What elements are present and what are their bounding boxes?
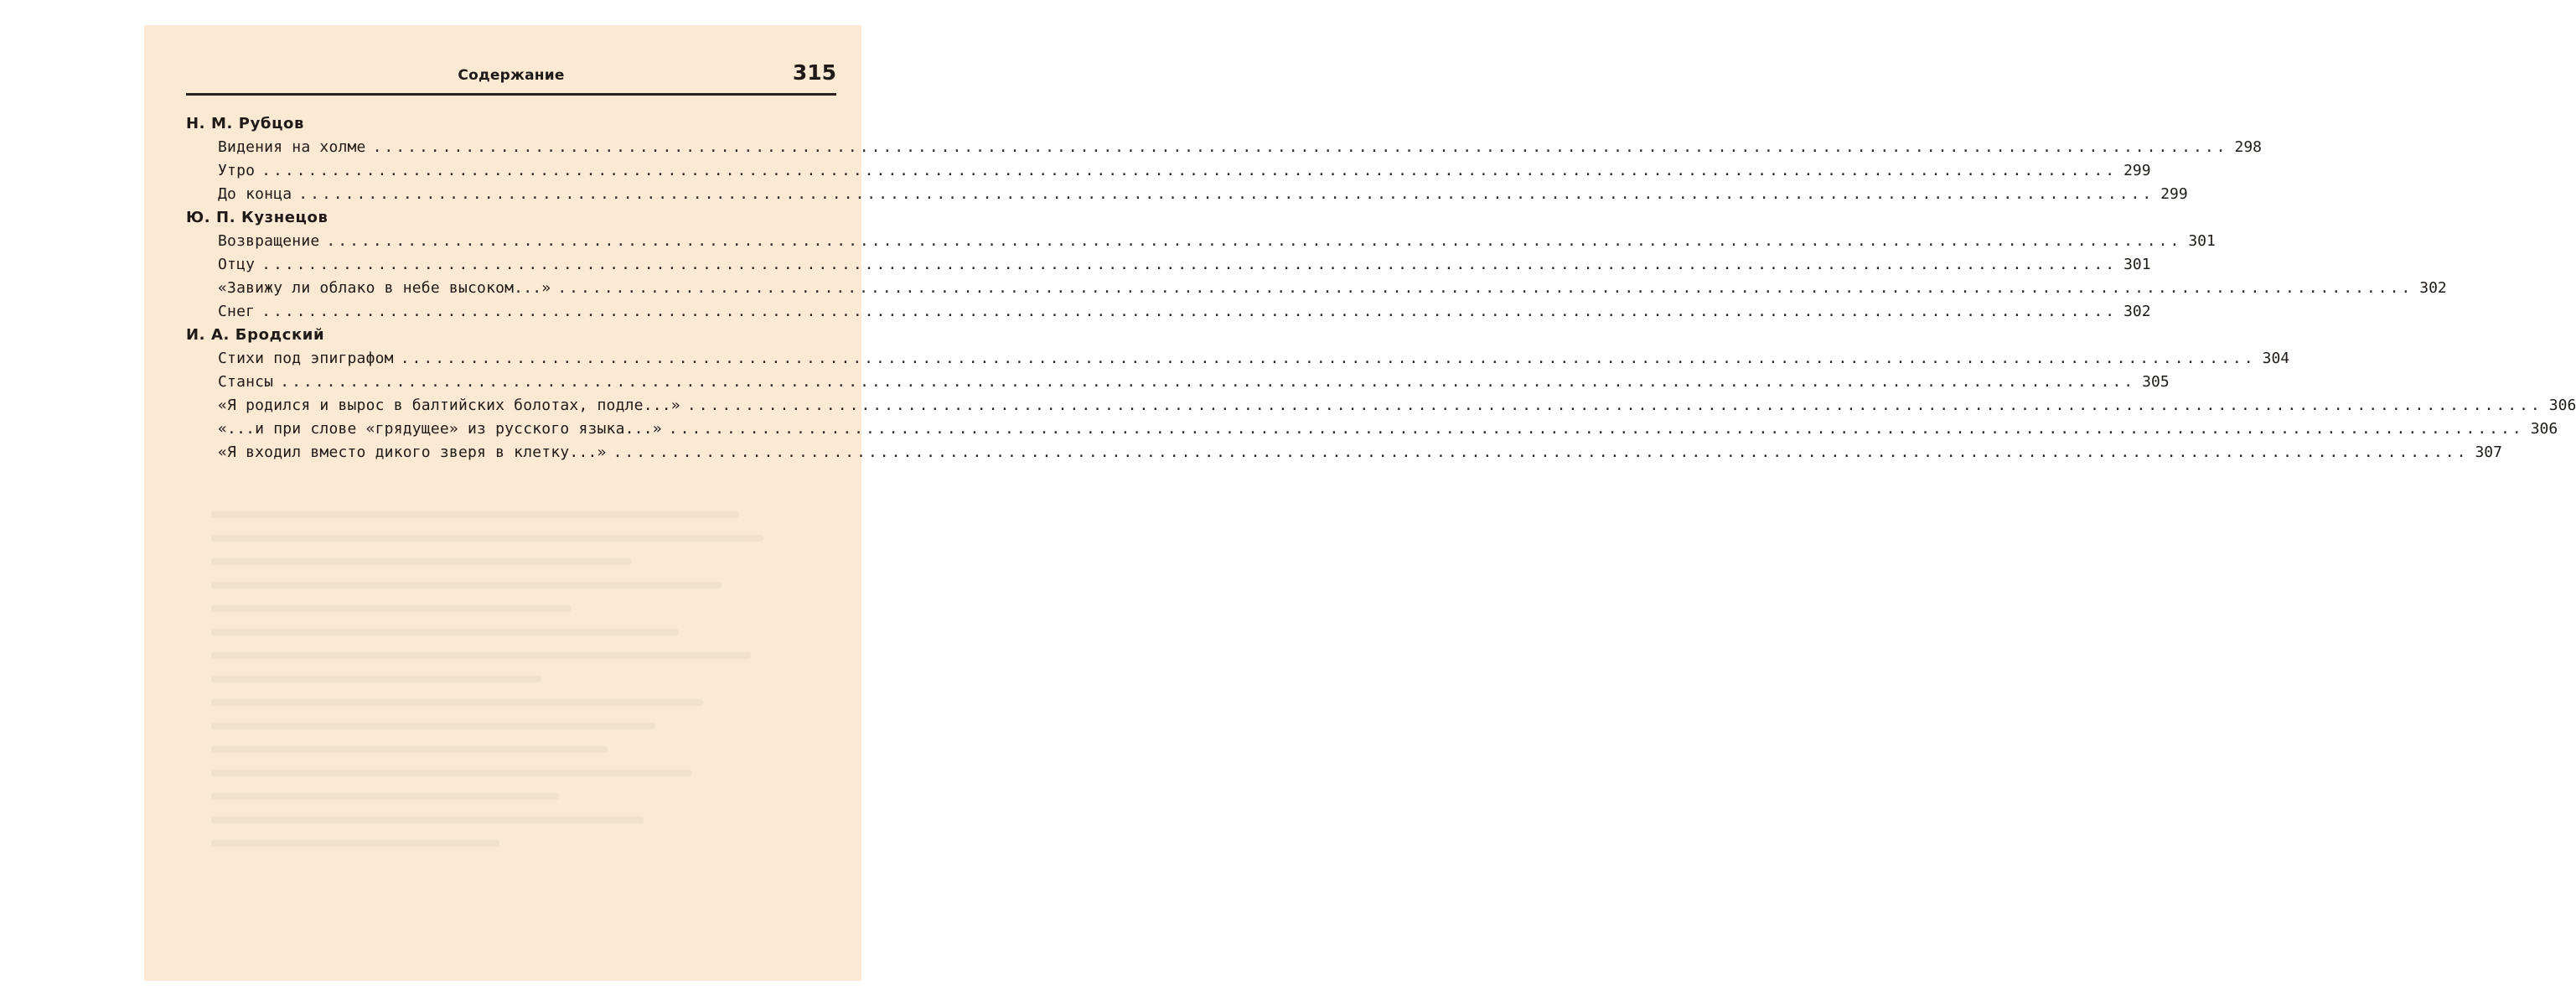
toc-entry-title: До конца [218,185,292,203]
toc-entry-page: 302 [2123,303,2151,320]
toc-entry-title: «Я родился и вырос в балтийских болотах, подле...» [218,397,680,414]
toc-entry-page: 307 [2475,443,2502,461]
toc-entry-page: 305 [2142,373,2170,391]
page-number: 315 [792,60,836,85]
toc-entry [186,253,2151,277]
toc-entry [186,136,2263,159]
dot-leader: ................................................................................................................................................................ [298,185,2154,203]
page-header [186,60,836,91]
toc-entry-page: 298 [2234,138,2263,156]
toc-entry-page: 299 [2160,185,2188,203]
bleed-through-text [211,495,811,931]
toc-entry-title: Утро [218,162,256,179]
toc-entry [186,394,2576,417]
dot-leader: ................................................................................................................................................................ [400,350,2256,367]
toc-entry-title: «Я входил вместо дикого зверя в клетку...» [218,443,607,461]
toc-section [186,206,2447,324]
toc-entry-page: 299 [2123,162,2151,179]
dot-leader: ................................................................................................................................................................ [280,373,2136,391]
dot-leader: ................................................................................................................................................................ [668,420,2524,438]
toc-entry [186,277,2447,300]
toc-entry-title: Возвращение [218,232,320,250]
toc-entry-title: «...и при слове «грядущее» из русского языка...» [218,420,662,438]
toc-entry-title: «Завижу ли облако в небе высоком...» [218,279,551,297]
header-divider [186,93,836,96]
toc-author: Н. М. Рубцов [186,115,304,132]
book-page [144,25,2576,981]
toc-entry-title: Стансы [218,373,274,391]
dot-leader: ................................................................................................................................................................ [326,232,2182,250]
toc-entry [186,441,2502,464]
dot-leader: ................................................................................................................................................................ [372,138,2228,156]
toc-entry [186,183,2188,206]
table-of-contents [186,112,2576,464]
toc-entry [186,159,2151,183]
toc-entry-title: Снег [218,303,256,320]
dot-leader: ................................................................................................................................................................ [613,443,2469,461]
dot-leader: ................................................................................................................................................................ [686,397,2542,414]
toc-entry-page: 306 [2548,397,2576,414]
toc-section [186,324,2576,464]
dot-leader: ................................................................................................................................................................ [261,303,2118,320]
toc-author: И. А. Бродский [186,326,325,344]
toc-entry-page: 301 [2188,232,2216,250]
dot-leader: ................................................................................................................................................................ [261,256,2118,273]
toc-entry-page: 304 [2262,350,2290,367]
toc-entry [186,230,2216,253]
toc-entry-title: Отцу [218,256,256,273]
toc-author: Ю. П. Кузнецов [186,209,328,226]
toc-section [186,112,2263,206]
toc-entry-page: 301 [2123,256,2151,273]
toc-entry [186,300,2151,324]
toc-entry-page: 302 [2419,279,2447,297]
toc-entry-title: Видения на холме [218,138,366,156]
toc-entry-page: 306 [2530,420,2558,438]
toc-entry-title: Стихи под эпиграфом [218,350,394,367]
page-title: Содержание [458,67,565,84]
dot-leader: ................................................................................................................................................................ [261,162,2118,179]
toc-entry [186,371,2170,394]
dot-leader: ................................................................................................................................................................ [557,279,2413,297]
toc-entry [186,347,2290,371]
toc-entry [186,417,2558,441]
